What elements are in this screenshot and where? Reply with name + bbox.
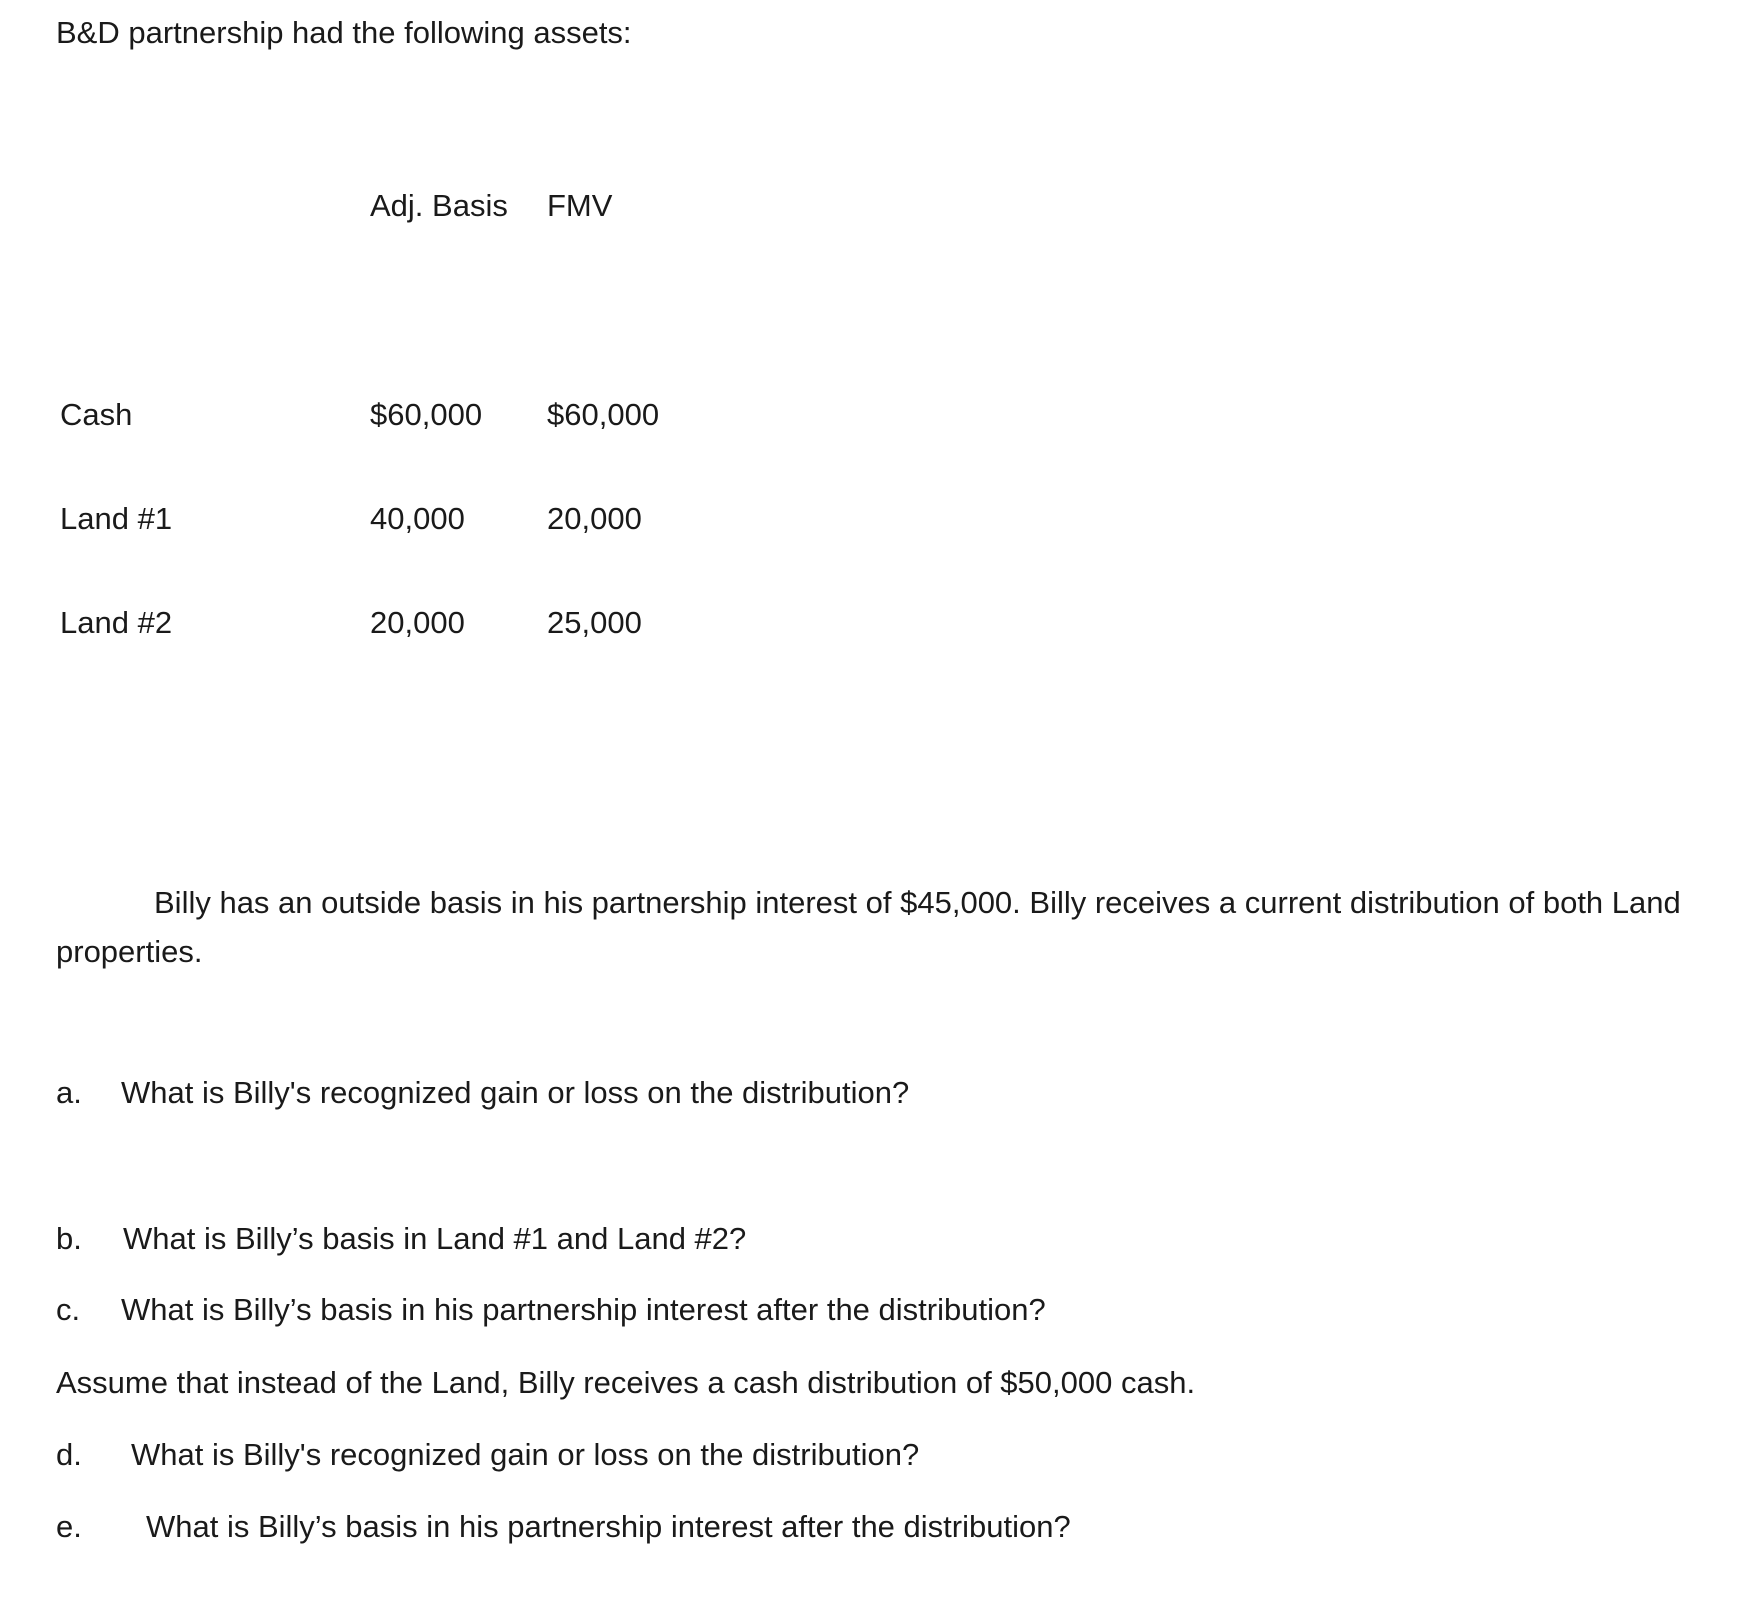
- scenario-paragraph: [56, 878, 1696, 976]
- intro-text: B&D partnership had the following assets:: [56, 15, 632, 50]
- asset-name: Land #1: [60, 501, 173, 536]
- assumption-text: Assume that instead of the Land, Billy receives a cash distribution of $50,000 cash.: [56, 1365, 1196, 1400]
- question-text: What is Billy’s basis in his partnership interest after the distribution?: [146, 1509, 1071, 1544]
- adj-basis-value: $60,000: [370, 397, 483, 432]
- adj-basis-value: 40,000: [370, 501, 465, 536]
- scenario-text: Billy has an outside basis in his partnership interest of $45,000. Billy receives a current distribution of both Land properties.: [56, 885, 1681, 969]
- question-letter: c.: [56, 1292, 81, 1327]
- fmv-value: $60,000: [547, 397, 660, 432]
- fmv-value: 20,000: [547, 501, 642, 536]
- question-text: What is Billy's recognized gain or loss on the distribution?: [131, 1437, 920, 1472]
- question-letter: a.: [56, 1075, 82, 1110]
- asset-name: Cash: [60, 397, 133, 432]
- header-adj-basis: Adj. Basis: [370, 188, 508, 223]
- question-text: What is Billy’s basis in his partnership interest after the distribution?: [121, 1292, 1046, 1327]
- asset-name: Land #2: [60, 605, 173, 640]
- header-fmv: FMV: [547, 188, 613, 223]
- question-text: What is Billy's recognized gain or loss on the distribution?: [121, 1075, 910, 1110]
- adj-basis-value: 20,000: [370, 605, 465, 640]
- fmv-value: 25,000: [547, 605, 642, 640]
- question-letter: e.: [56, 1509, 82, 1544]
- question-text: What is Billy’s basis in Land #1 and Land #2?: [123, 1221, 747, 1256]
- question-letter: d.: [56, 1437, 82, 1472]
- question-letter: b.: [56, 1221, 82, 1256]
